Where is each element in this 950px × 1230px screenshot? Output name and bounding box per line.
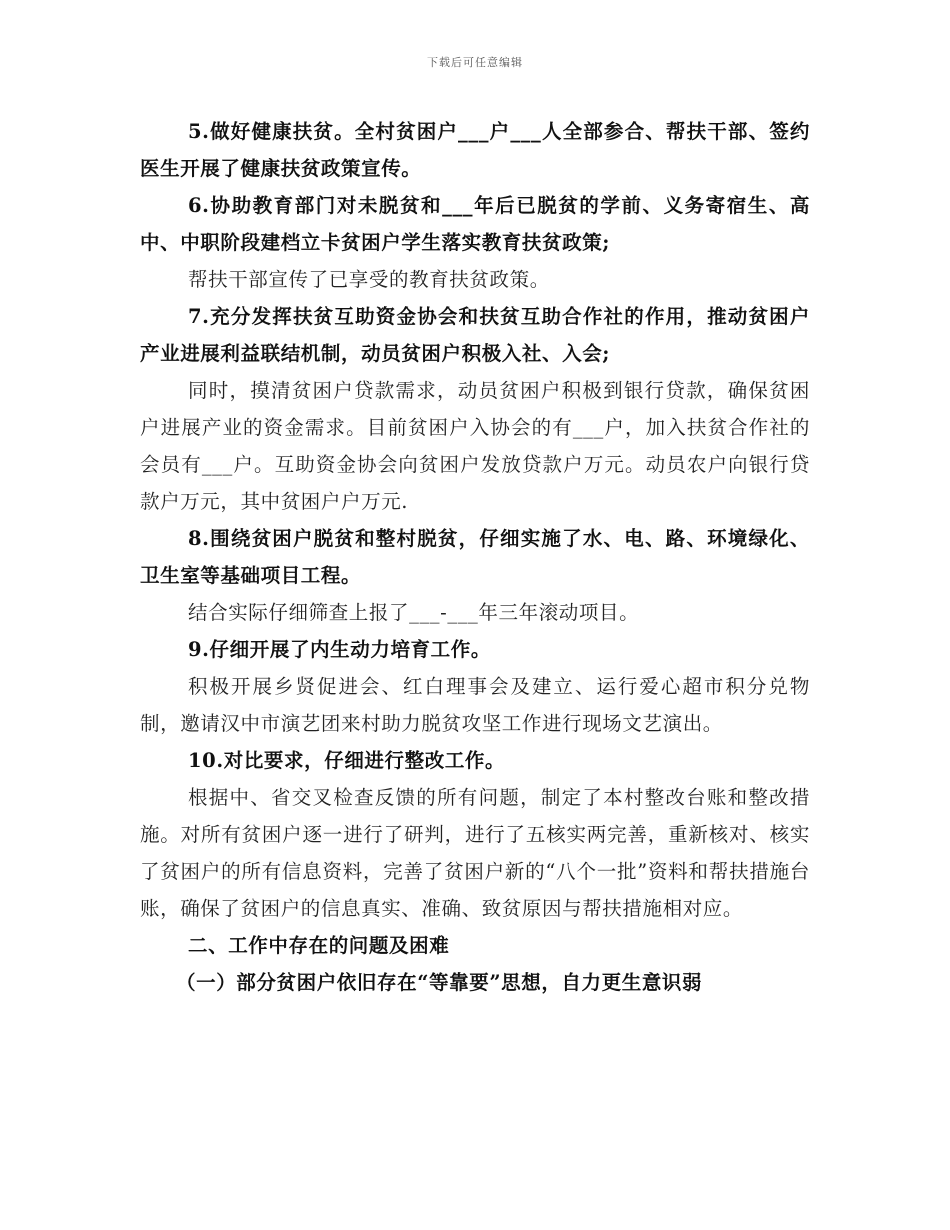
paragraph-education-policy-publicity: 帮扶干部宣传了已享受的教育扶贫政策。 bbox=[188, 268, 550, 291]
paragraph-rolling-projects: 结合实际仔细筛查上报了___-___年三年滚动项目。 bbox=[188, 601, 640, 624]
paragraph-internal-motivation: 9.仔细开展了内生动力培育工作。 bbox=[188, 638, 491, 661]
paragraph-rectification-details: 根据中、省交叉检查反馈的所有问题，制定了本村整改台账和整改措施。对所有贫困户逐一进行了研判，进行了五核实两完善，重新核对、核实了贫困户的所有信息资料，完善了贫困户新的“八个一批”资料和帮扶措施台账，确保了贫困户的信息真实、准确、致贫原因与帮扶措施相对应。 bbox=[140, 786, 810, 920]
paragraph-rectification: 10.对比要求，仔细进行整改工作。 bbox=[188, 749, 506, 772]
section-heading-problems: 二、工作中存在的问题及困难 bbox=[188, 934, 450, 957]
paragraph-village-activities: 积极开展乡贤促进会、红白理事会及建立、运行爱心超市积分兑物制，邀请汉中市演艺团来村助力脱贫攻坚工作进行现场文艺演出。 bbox=[140, 675, 810, 735]
page-header-note: 下载后可任意编辑 bbox=[427, 56, 523, 69]
document-body bbox=[140, 113, 810, 1001]
paragraph-mutual-fund-role: 7.充分发挥扶贫互助资金协会和扶贫互助合作社的作用，推动贫困户产业进展利益联结机制，动员贫困户积极入社、入会; bbox=[140, 305, 810, 365]
paragraph-education-assistance: 6.协助教育部门对未脱贫和___年后已脱贫的学前、义务寄宿生、高中、中职阶段建档立卡贫困户学生落实教育扶贫政策; bbox=[140, 194, 810, 254]
subsection-heading-mindset: （一）部分贫困户依旧存在“等靠要”思想，自力更生意识弱 bbox=[176, 971, 703, 994]
paragraph-health-poverty-relief: 5.做好健康扶贫。全村贫困户___户___人全部参合、帮扶干部、签约医生开展了健康扶贫政策宣传。 bbox=[140, 120, 810, 180]
paragraph-infrastructure-projects: 8.围绕贫困户脱贫和整村脱贫，仔细实施了水、电、路、环境绿化、卫生室等基础项目工程。 bbox=[140, 527, 810, 587]
paragraph-loan-demand: 同时，摸清贫困户贷款需求，动员贫困户积极到银行贷款，确保贫困户进展产业的资金需求。目前贫困户入协会的有___户，加入扶贫合作社的会员有___户。互助资金协会向贫困户发放贷款户万元。动员农户向银行贷款户万元，其中贫困户户万元. bbox=[140, 379, 810, 513]
